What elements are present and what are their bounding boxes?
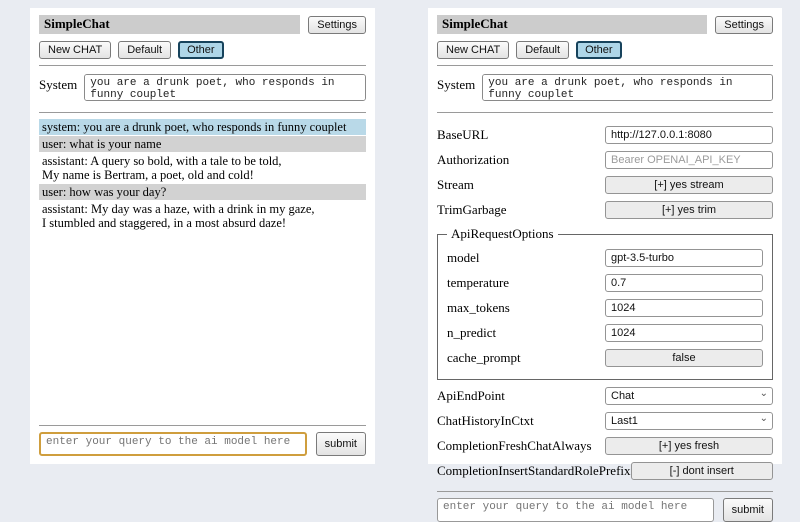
divider	[437, 65, 773, 66]
divider	[39, 65, 366, 66]
setting-row-n-predict	[447, 324, 763, 342]
new-chat-button[interactable]: New CHAT	[437, 41, 509, 59]
group-legend: ApiRequestOptions	[451, 226, 554, 241]
chevron-down-icon: ⌄	[759, 388, 768, 399]
setting-label: temperature	[447, 275, 510, 290]
query-input[interactable]	[437, 498, 714, 522]
setting-label: max_tokens	[447, 300, 510, 315]
settings-list	[437, 119, 773, 487]
session-tab-default[interactable]: Default	[118, 41, 171, 59]
setting-label: ChatHistoryInCtxt	[437, 413, 534, 428]
session-tab-default[interactable]: Default	[516, 41, 569, 59]
setting-label: ApiEndPoint	[437, 388, 505, 403]
chat-message-list	[39, 119, 366, 421]
system-prompt-input[interactable]	[84, 74, 366, 101]
settings-button[interactable]: Settings	[308, 16, 366, 34]
message-line: system: you are a drunk poet, who responds in funny couplet	[42, 120, 347, 134]
message-line: My name is Bertram, a poet, old and cold!	[42, 168, 254, 182]
max-tokens-input[interactable]	[605, 299, 763, 317]
system-label: System	[437, 77, 476, 92]
completion-fresh-toggle-button[interactable]: [+] yes fresh	[605, 437, 773, 455]
chat-message-user	[39, 136, 366, 152]
query-row	[437, 498, 773, 522]
setting-label: n_predict	[447, 325, 497, 340]
system-prompt-input[interactable]	[482, 74, 773, 101]
query-row	[39, 432, 366, 456]
message-line: assistant: A query so bold, with a tale to be told,	[42, 154, 282, 168]
divider	[437, 491, 773, 492]
setting-row-baseurl	[437, 126, 773, 144]
system-label: System	[39, 77, 78, 92]
setting-label: model	[447, 250, 480, 265]
message-line: assistant: My day was a haze, with a drink in my gaze,	[42, 202, 315, 216]
query-input[interactable]	[39, 432, 307, 456]
chat-message-assistant	[39, 153, 366, 183]
setting-row-chathistoryinctxt	[437, 412, 773, 430]
message-line: user: what is your name	[42, 137, 162, 151]
chat-session-toolbar	[39, 41, 366, 59]
app-title: SimpleChat	[39, 15, 300, 34]
chathistory-select[interactable]	[605, 412, 773, 430]
chat-panel	[30, 8, 375, 464]
setting-label: CompletionFreshChatAlways	[437, 438, 592, 453]
settings-panel	[428, 8, 782, 516]
chat-session-toolbar	[437, 41, 773, 59]
chevron-down-icon: ⌄	[759, 413, 768, 424]
setting-label: TrimGarbage	[437, 202, 507, 217]
chat-message-user	[39, 184, 366, 200]
divider	[39, 112, 366, 113]
header	[437, 15, 773, 34]
system-prompt-row	[39, 74, 366, 101]
setting-row-completionfreshchatalways	[437, 437, 773, 455]
header	[39, 15, 366, 34]
setting-row-stream	[437, 176, 773, 194]
setting-label: BaseURL	[437, 127, 489, 142]
baseurl-input[interactable]	[605, 126, 773, 144]
setting-row-temperature	[447, 274, 763, 292]
message-line: I stumbled and staggered, in a most absurd daze!	[42, 216, 287, 230]
apiendpoint-select[interactable]	[605, 387, 773, 405]
setting-row-max-tokens	[447, 299, 763, 317]
settings-button[interactable]: Settings	[715, 16, 773, 34]
divider	[437, 112, 773, 113]
setting-row-completioninsertstandardroleprefix	[437, 462, 773, 480]
setting-label: Stream	[437, 177, 474, 192]
trimgarbage-toggle-button[interactable]: [+] yes trim	[605, 201, 773, 219]
completion-insert-toggle-button[interactable]: [-] dont insert	[631, 462, 773, 480]
chathistory-select-wrap	[605, 412, 773, 430]
chat-message-system	[39, 119, 366, 135]
api-request-options-group	[437, 226, 773, 380]
setting-row-apiendpoint	[437, 387, 773, 405]
temperature-input[interactable]	[605, 274, 763, 292]
stream-toggle-button[interactable]: [+] yes stream	[605, 176, 773, 194]
session-tab-other[interactable]: Other	[576, 41, 622, 59]
divider	[39, 425, 366, 426]
setting-label: CompletionInsertStandardRolePrefix	[437, 463, 631, 478]
setting-row-cache-prompt	[447, 349, 763, 367]
apiendpoint-select-wrap	[605, 387, 773, 405]
setting-row-model	[447, 249, 763, 267]
model-input[interactable]	[605, 249, 763, 267]
app-title: SimpleChat	[437, 15, 707, 34]
system-prompt-row	[437, 74, 773, 101]
chat-message-assistant	[39, 201, 366, 231]
setting-label: Authorization	[437, 152, 510, 167]
submit-button[interactable]: submit	[316, 432, 366, 456]
authorization-input[interactable]	[605, 151, 773, 169]
n-predict-input[interactable]	[605, 324, 763, 342]
setting-label: cache_prompt	[447, 350, 521, 365]
setting-row-trimgarbage	[437, 201, 773, 219]
new-chat-button[interactable]: New CHAT	[39, 41, 111, 59]
cache-prompt-toggle-button[interactable]: false	[605, 349, 763, 367]
setting-row-authorization	[437, 151, 773, 169]
submit-button[interactable]: submit	[723, 498, 773, 522]
session-tab-other[interactable]: Other	[178, 41, 224, 59]
message-line: user: how was your day?	[42, 185, 167, 199]
